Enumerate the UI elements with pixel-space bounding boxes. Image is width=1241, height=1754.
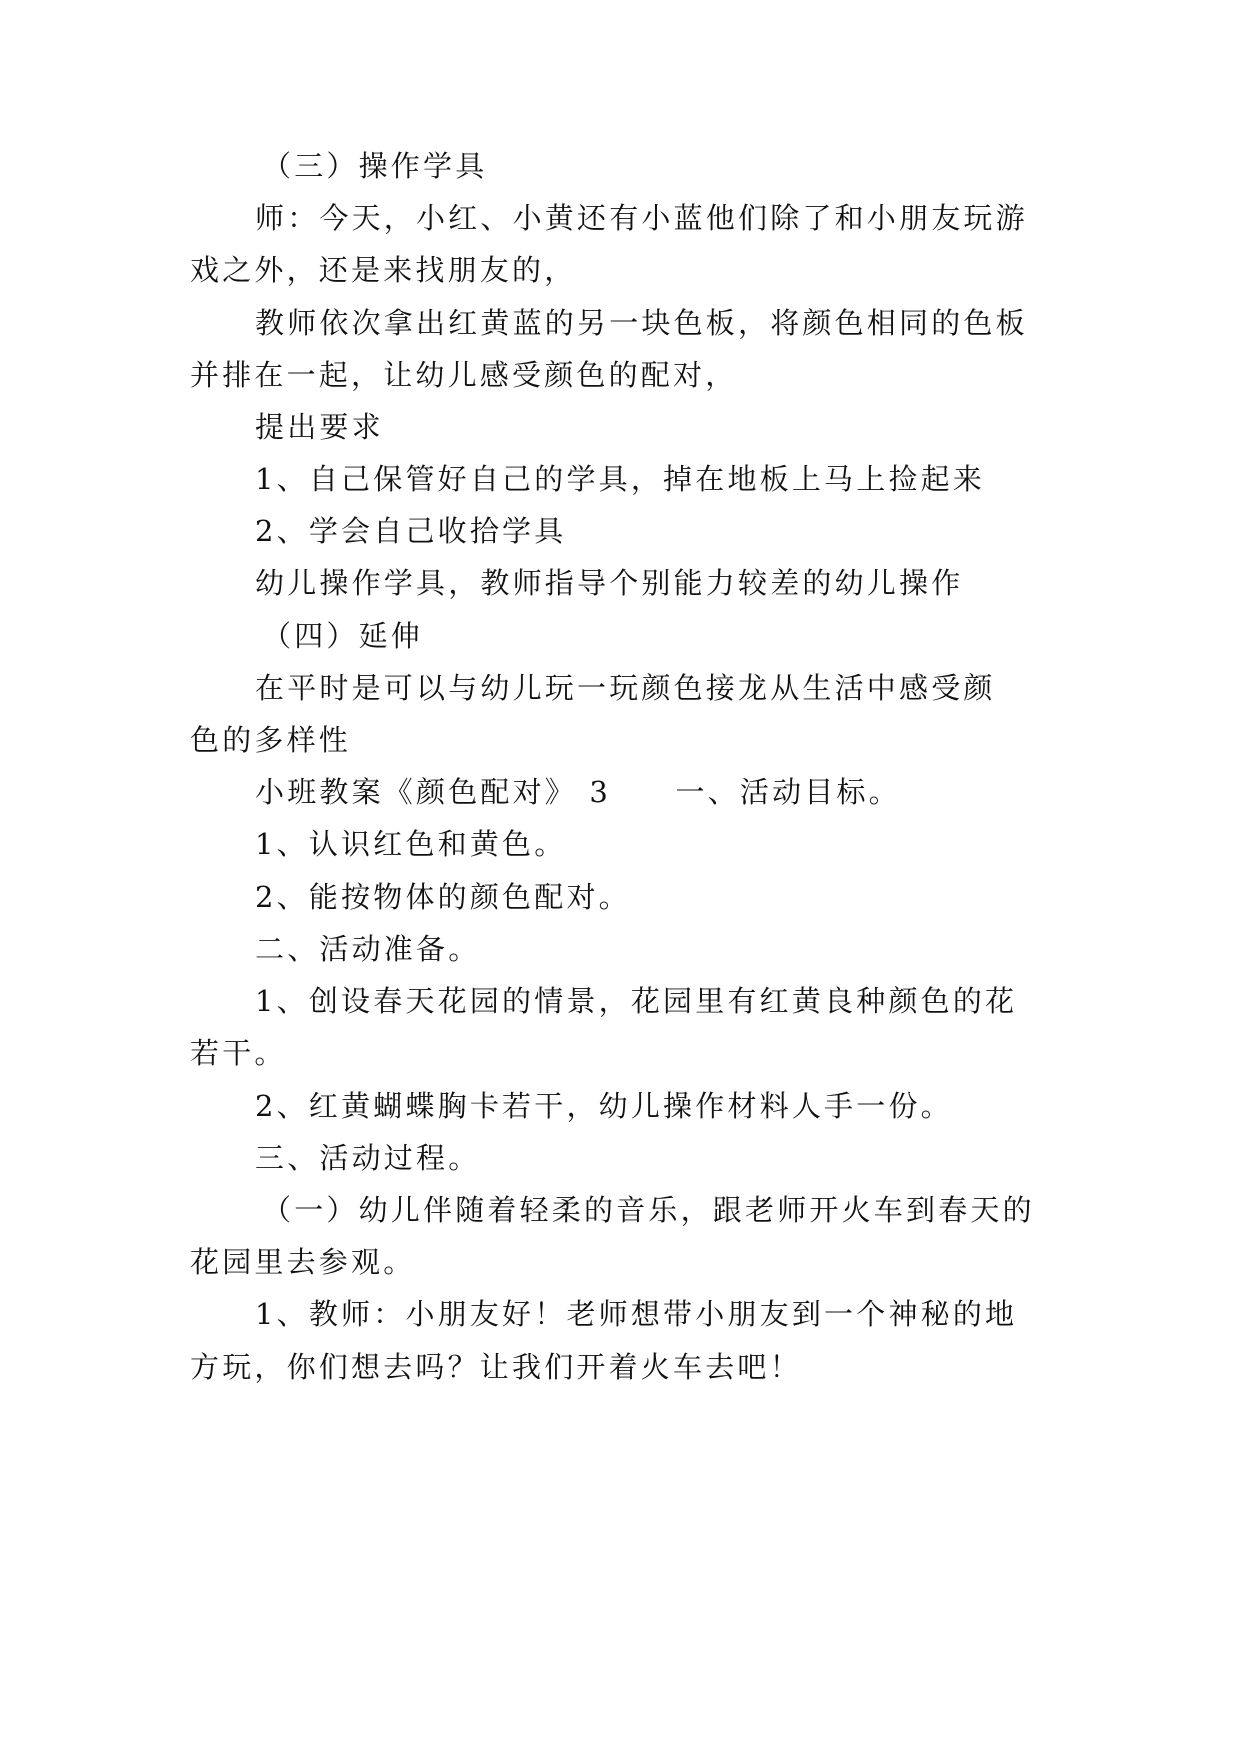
heading-extension: （四）延伸	[262, 619, 424, 653]
paragraph-line: （一）幼儿伴随着轻柔的音乐，跟老师开火车到春天的	[262, 1193, 1035, 1227]
list-item: 2、能按物体的颜色配对。	[255, 880, 631, 914]
list-item: 2、红黄蝴蝶胸卡若干，幼儿操作材料人手一份。	[255, 1089, 953, 1123]
paragraph-line: 方玩，你们想去吗？让我们开着火车去吧！	[190, 1350, 802, 1384]
list-item: 1、认识红色和黄色。	[255, 827, 567, 861]
paragraph-line: 在平时是可以与幼儿玩一玩颜色接龙从生活中感受颜	[255, 671, 996, 705]
paragraph-line: 师：今天，小红、小黄还有小蓝他们除了和小朋友玩游	[255, 201, 1028, 235]
paragraph-line: 幼儿操作学具，教师指导个别能力较差的幼儿操作	[255, 566, 964, 600]
paragraph-line: 戏之外，还是来找朋友的，	[190, 253, 577, 287]
paragraph-line: 并排在一起，让幼儿感受颜色的配对，	[190, 358, 738, 392]
list-item: 2、学会自己收拾学具	[255, 514, 567, 548]
heading-operate-tools: （三）操作学具	[262, 149, 488, 183]
paragraph-line: 教师依次拿出红黄蓝的另一块色板，将颜色相同的色板	[255, 306, 1028, 340]
paragraph-line: 花园里去参观。	[190, 1245, 416, 1279]
section-heading: 三、活动过程。	[255, 1141, 481, 1175]
lesson-title-line: 小班教案《颜色配对》 3 一、活动目标。	[255, 775, 901, 809]
paragraph-line: 提出要求	[255, 410, 384, 444]
list-item: 1、创设春天花园的情景，花园里有红黄良种颜色的花	[255, 984, 1018, 1018]
paragraph-line: 色的多样性	[190, 723, 352, 757]
paragraph-line: 若干。	[190, 1036, 287, 1070]
list-item: 1、自己保管好自己的学具，掉在地板上马上捡起来	[255, 462, 986, 496]
list-item: 1、教师：小朋友好！老师想带小朋友到一个神秘的地	[255, 1297, 1018, 1331]
section-heading: 二、活动准备。	[255, 932, 481, 966]
